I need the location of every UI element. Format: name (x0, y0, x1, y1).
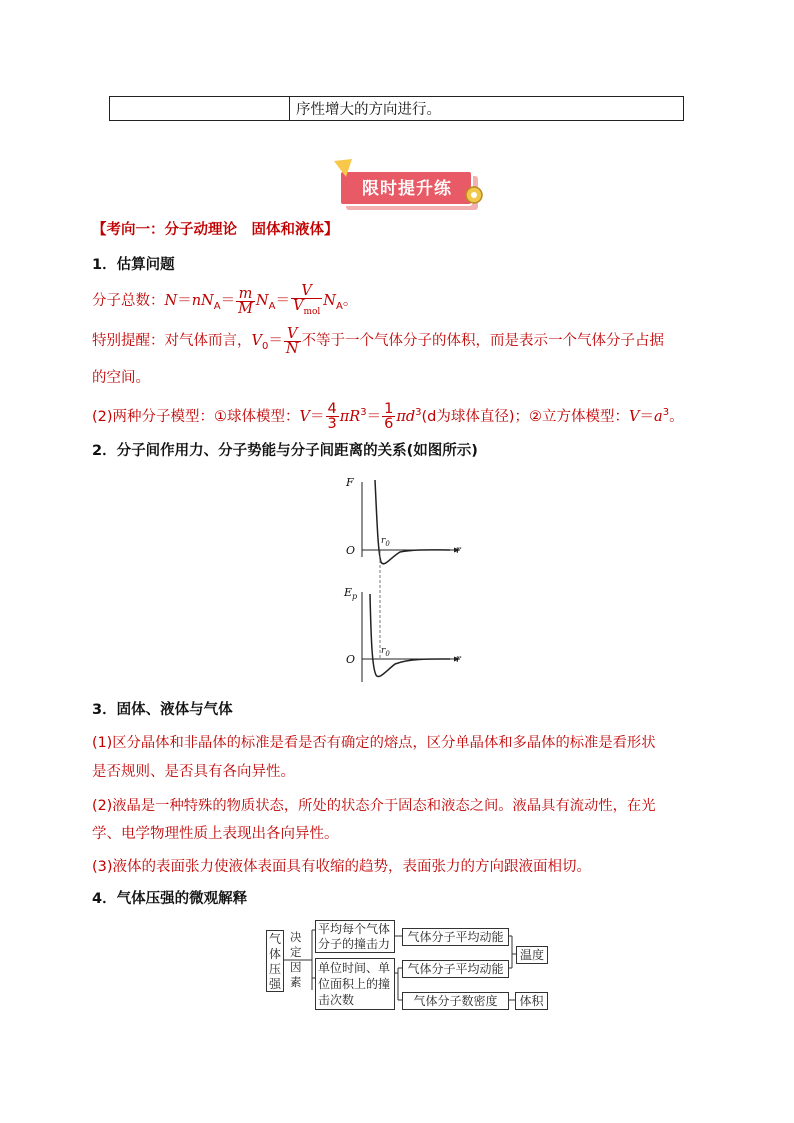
frac-m-M (236, 287, 255, 316)
sym-V: V (629, 408, 640, 425)
sym-N: N (164, 293, 178, 309)
b1-box: 平均每个气体分子的撞击力 (315, 920, 395, 953)
s3-p3: (3)液体的表面张力使液体表面具有收缩的趋势，表面张力的方向跟液面相切。 (92, 859, 592, 875)
decide-label: 决定因素 (290, 930, 302, 989)
eq: ＝ (639, 408, 655, 425)
pressure-diagram (262, 918, 552, 1016)
frac-1-6 (382, 402, 395, 431)
energy-curve (370, 594, 450, 677)
d1-box: 温度 (516, 946, 548, 964)
sym-Vmol: V (292, 297, 304, 314)
r-label: r (381, 646, 386, 656)
sym-nNA: nN (191, 293, 214, 309)
sub-p: p (352, 592, 358, 602)
root-box: 气体压强 (266, 930, 284, 992)
force-curve (375, 480, 450, 564)
sup-3: 3 (360, 407, 367, 418)
topic-heading: 【考向一：分子动理论 固体和液体】 (92, 222, 339, 238)
s3-p1b: 是否规则、是否具有各向异性。 (92, 764, 295, 780)
period: 。 (342, 293, 358, 309)
note-label: 特别提醒：对气体而言， (92, 333, 252, 349)
c1-box: 气体分子平均动能 (402, 928, 509, 946)
frac-den: M (238, 300, 253, 317)
model-prefix: (2)两种分子模型：①球体模型： (92, 408, 300, 425)
table-cell-right: 序性增大的方向进行。 (290, 97, 684, 121)
sub-0: 0 (261, 340, 269, 352)
lower-origin: O (346, 653, 356, 666)
sub-0: 0 (385, 539, 390, 548)
eq: ＝ (366, 408, 382, 425)
upper-origin: O (346, 544, 356, 557)
sub-mol: mol (303, 306, 321, 317)
frac-den: 6 (384, 416, 394, 433)
eq: ＝ (177, 293, 192, 309)
c2-box: 气体分子平均动能 (402, 960, 509, 978)
frac-num: 1 (384, 401, 394, 418)
model-paren: (d为球体直径)；②立方体模型： (421, 408, 630, 425)
frac-V-Vmol (291, 284, 322, 319)
banner-text: 限时提升练 (362, 179, 452, 199)
sym-V: V (299, 408, 311, 425)
sup-3: 3 (662, 407, 670, 418)
s3-title: 3．固体、液体与气体 (92, 702, 233, 718)
sym-pid: πd (396, 408, 416, 425)
eq: ＝ (220, 293, 236, 309)
frac-den: 3 (327, 416, 337, 433)
lower-x-label: r (456, 654, 461, 665)
frac-den (291, 299, 322, 319)
eq: ＝ (310, 408, 325, 425)
sup-3: 3 (415, 407, 422, 418)
total-formula-line (92, 282, 357, 320)
upper-y-label: F (346, 476, 354, 489)
r-label: r (381, 536, 386, 546)
upper-r0 (381, 536, 390, 548)
s3-p2a: (2)液晶是一种特殊的物质状态，所处的状态介于固态和液态之间。液晶具有流动性，在光 (92, 798, 656, 814)
note-text: 不等于一个气体分子的体积，而是表示一个气体分子占据 (301, 333, 665, 349)
b2-box: 单位时间、单位面积上的撞击次数 (315, 958, 395, 1010)
sym-piR: πR (339, 408, 361, 425)
frac-num: V (291, 284, 322, 299)
table-cell-left (110, 97, 290, 121)
sub-A: A (213, 300, 221, 312)
s4-title: 4．气体压强的微观解释 (92, 891, 248, 907)
frac-4-3 (326, 402, 339, 431)
frac-V-N (284, 327, 301, 356)
sub-0: 0 (385, 649, 390, 658)
note-line (92, 322, 664, 360)
graphs-svg (340, 472, 470, 687)
sym-a: a (654, 408, 663, 425)
sym-NA: N (255, 293, 269, 309)
s1-title: 1．估算问题 (92, 257, 175, 273)
frac-den: N (285, 340, 299, 357)
s3-p1a: (1)区分晶体和非晶体的标准是看是否有确定的熔点，区分单晶体和多晶体的标准是看形状 (92, 735, 656, 751)
sub-A: A (268, 300, 276, 312)
top-table-fragment (109, 96, 684, 121)
d2-box: 体积 (515, 992, 548, 1010)
model-line (92, 393, 684, 433)
s2-title: 2．分子间作用力、分子势能与分子间距离的关系(如图所示) (92, 443, 478, 459)
c3-box: 气体分子数密度 (402, 992, 509, 1010)
force-energy-graphs (340, 472, 470, 687)
frac-num: V (284, 327, 301, 342)
sub-A: A (335, 300, 343, 312)
note-line-2: 的空间。 (92, 370, 150, 386)
lower-r0 (381, 646, 390, 658)
period: 。 (669, 408, 684, 425)
frac-num: 4 (327, 401, 337, 418)
sym-V0: V (251, 333, 262, 349)
lower-y-label (344, 586, 357, 601)
total-label: 分子总数： (92, 293, 165, 309)
eq: ＝ (268, 333, 283, 349)
E-label: E (344, 586, 353, 599)
s3-p2b: 学、电学物理性质上表现出各向异性。 (92, 826, 339, 842)
section-banner (330, 157, 488, 215)
upper-x-label: r (456, 545, 461, 556)
sym-NA: N (323, 293, 336, 309)
eq: ＝ (275, 293, 290, 309)
frac-num: m (236, 287, 255, 302)
